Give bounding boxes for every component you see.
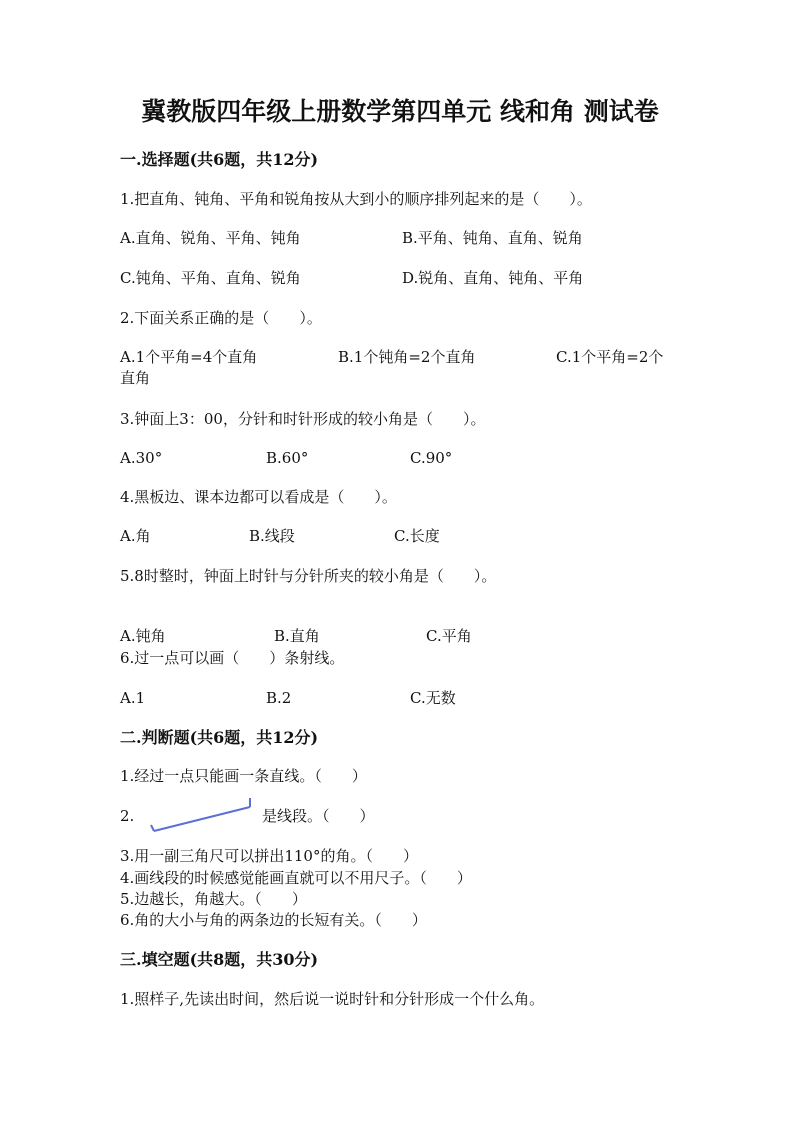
question-stem: 2.下面关系正确的是（ ）。: [120, 309, 322, 327]
question-stem: 3.用一副三角尺可以拼出110°的角。（ ）: [120, 847, 418, 865]
option-c: C.90°: [410, 449, 453, 467]
option-a: A.角: [120, 527, 151, 545]
option-b: B.2: [266, 689, 292, 707]
question-stem: 1.照样子,先读出时间，然后说一说时针和分针形成一个什么角。: [120, 990, 545, 1008]
line-segment-figure: [146, 795, 258, 839]
question-stem: 1.把直角、钝角、平角和锐角按从大到小的顺序排列起来的是（ ）。: [120, 190, 592, 208]
question-stem: 6.角的大小与角的两条边的长短有关。（ ）: [120, 911, 427, 929]
section-heading-choice: 一.选择题(共6题，共12分): [120, 150, 319, 169]
option-a: A.1: [120, 689, 146, 707]
question-number: 2.: [120, 807, 135, 825]
question-stem: 3.钟面上3：00，分针和时针形成的较小角是（ ）。: [120, 410, 486, 428]
section-heading-judge: 二.判断题(共6题，共12分): [120, 728, 319, 747]
option-c: C.无数: [410, 689, 456, 707]
option-a: A.1个平角=4个直角: [120, 348, 258, 366]
question-stem: 5.8时整时，钟面上时针与分针所夹的较小角是（ ）。: [120, 567, 497, 585]
option-c: C.钝角、平角、直角、锐角: [120, 269, 301, 287]
option-a: A.30°: [120, 449, 163, 467]
question-stem: 5.边越长，角越大。（ ）: [120, 890, 307, 908]
option-a: A.钝角: [120, 627, 166, 645]
option-b: B.直角: [274, 627, 320, 645]
question-stem: 4.黑板边、课本边都可以看成是（ ）。: [120, 488, 397, 506]
page-title: 冀教版四年级上册数学第四单元 线和角 测试卷: [141, 97, 659, 126]
option-b: B.1个钝角=2个直角: [338, 348, 476, 366]
option-d: D.锐角、直角、钝角、平角: [402, 269, 584, 287]
option-c: C.平角: [426, 627, 472, 645]
section-heading-fill: 三.填空题(共8题，共30分): [120, 950, 319, 969]
segment-endpoint-left: [151, 825, 154, 831]
line-segment: [154, 807, 250, 831]
question-stem: 6.过一点可以画（ ）条射线。: [120, 649, 345, 667]
option-b: B.线段: [249, 527, 295, 545]
option-b: B.平角、钝角、直角、锐角: [402, 229, 583, 247]
question-stem: 是线段。（ ）: [262, 807, 375, 825]
option-c-wrap: 直角: [120, 369, 151, 387]
question-stem: 4.画线段的时候感觉能画直就可以不用尺子。（ ）: [120, 869, 472, 887]
option-b: B.60°: [266, 449, 309, 467]
option-c: C.长度: [394, 527, 440, 545]
question-stem: 1.经过一点只能画一条直线。（ ）: [120, 767, 367, 785]
option-c: C.1个平角=2个: [556, 348, 664, 366]
option-a: A.直角、锐角、平角、钝角: [120, 229, 301, 247]
